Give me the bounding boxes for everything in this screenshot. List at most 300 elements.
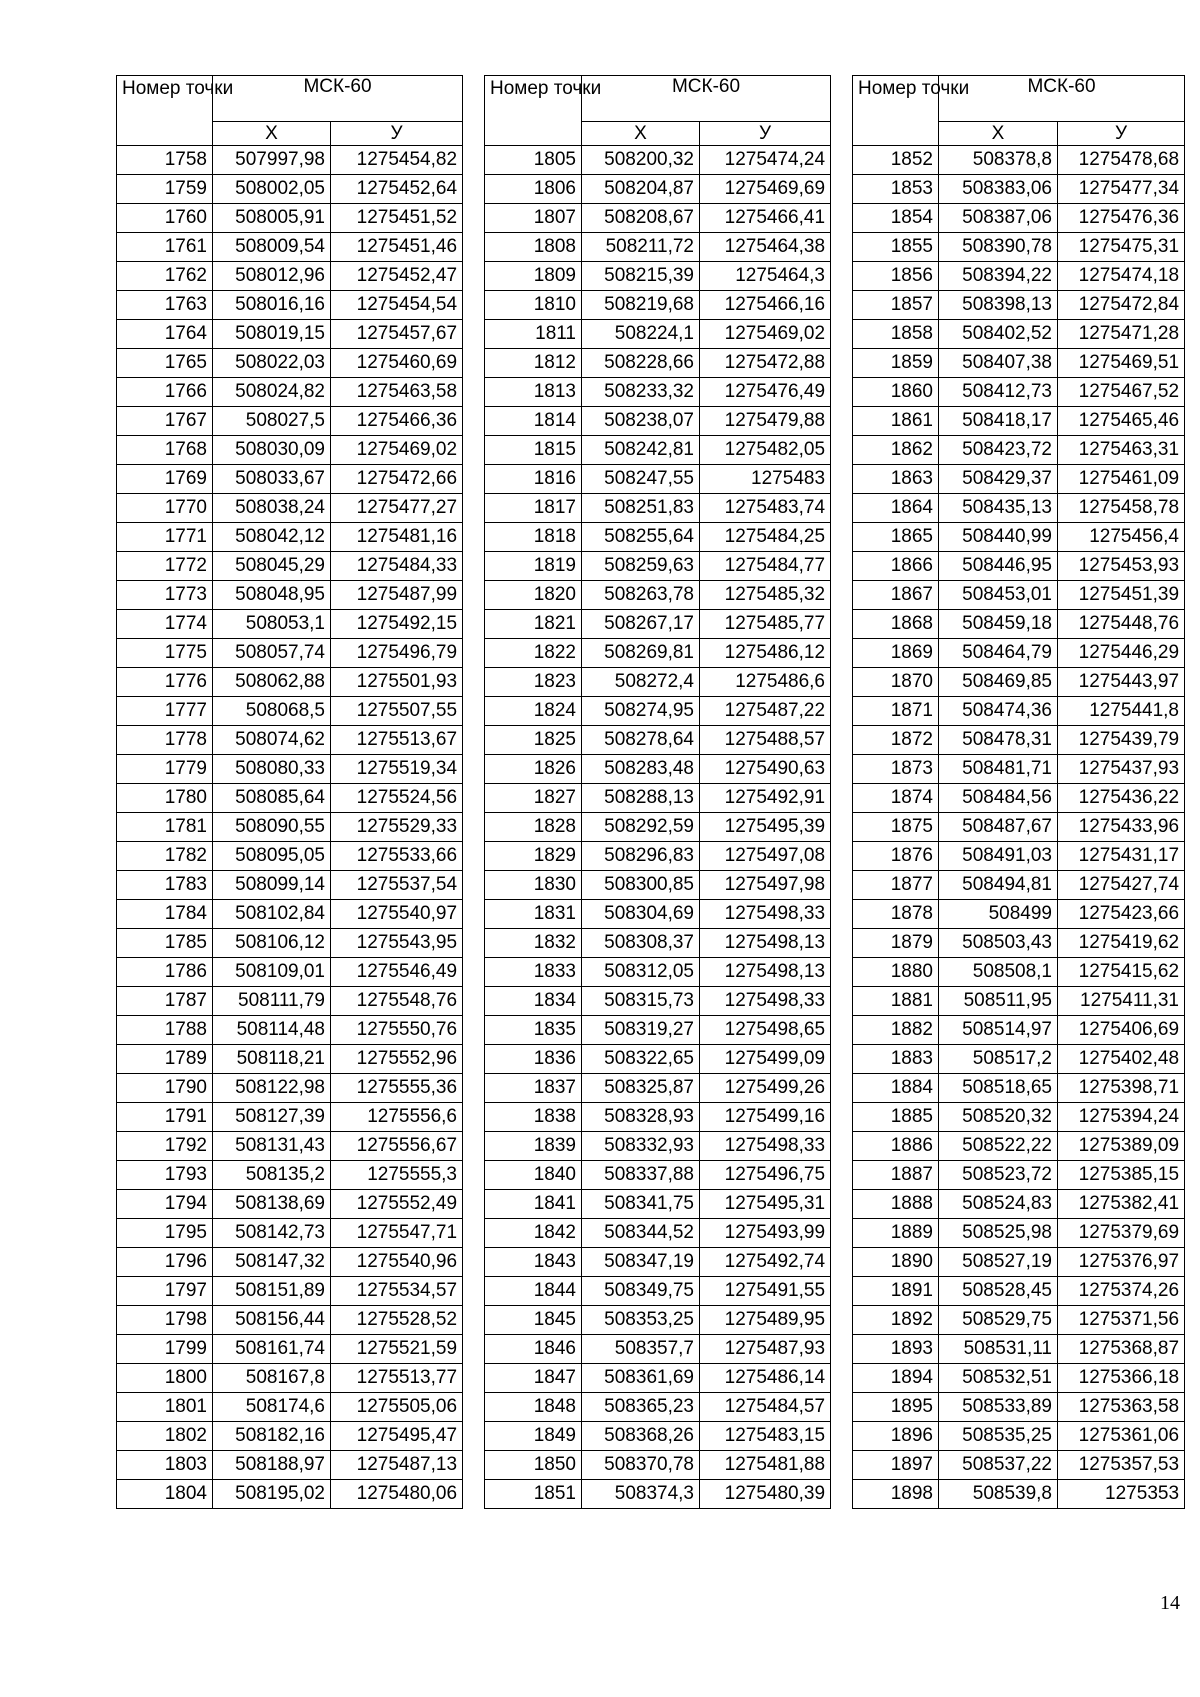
x-coordinate-cell: 508370,78 — [582, 1451, 700, 1480]
y-coordinate-cell: 1275437,93 — [1058, 755, 1185, 784]
x-coordinate-cell: 508304,69 — [582, 900, 700, 929]
point-number-cell: 1877 — [853, 871, 939, 900]
y-coordinate-cell: 1275483,15 — [700, 1422, 831, 1451]
point-number-cell: 1854 — [853, 204, 939, 233]
y-coordinate-cell: 1275451,39 — [1058, 581, 1185, 610]
point-number-cell: 1897 — [853, 1451, 939, 1480]
y-coordinate-cell: 1275466,16 — [700, 291, 831, 320]
point-number-cell: 1814 — [485, 407, 582, 436]
table-row — [853, 958, 1185, 987]
x-column-header: Х — [939, 122, 1058, 146]
point-number-cell: 1848 — [485, 1393, 582, 1422]
point-number-cell: 1803 — [117, 1451, 213, 1480]
point-number-cell: 1798 — [117, 1306, 213, 1335]
point-number-cell: 1799 — [117, 1335, 213, 1364]
table-row — [853, 378, 1185, 407]
point-number-cell: 1774 — [117, 610, 213, 639]
table-row — [117, 697, 463, 726]
y-coordinate-cell: 1275495,39 — [700, 813, 831, 842]
y-coordinate-cell: 1275452,47 — [331, 262, 463, 291]
y-coordinate-cell: 1275453,93 — [1058, 552, 1185, 581]
point-number-cell: 1865 — [853, 523, 939, 552]
x-coordinate-cell: 508368,26 — [582, 1422, 700, 1451]
x-coordinate-cell: 508524,83 — [939, 1190, 1058, 1219]
x-coordinate-cell: 508527,19 — [939, 1248, 1058, 1277]
y-coordinate-cell: 1275529,33 — [331, 813, 463, 842]
table-row — [853, 755, 1185, 784]
point-number-cell: 1870 — [853, 668, 939, 697]
point-number-cell: 1896 — [853, 1422, 939, 1451]
point-number-cell: 1812 — [485, 349, 582, 378]
x-coordinate-cell: 508528,45 — [939, 1277, 1058, 1306]
y-coordinate-cell: 1275533,66 — [331, 842, 463, 871]
x-coordinate-cell: 508440,99 — [939, 523, 1058, 552]
x-coordinate-cell: 508062,88 — [213, 668, 331, 697]
x-coordinate-cell: 508529,75 — [939, 1306, 1058, 1335]
table-row — [485, 639, 831, 668]
x-coordinate-cell: 508464,79 — [939, 639, 1058, 668]
table-row — [485, 1016, 831, 1045]
table-row — [853, 349, 1185, 378]
y-coordinate-cell: 1275478,68 — [1058, 146, 1185, 175]
table-row — [853, 1045, 1185, 1074]
x-coordinate-cell: 508453,01 — [939, 581, 1058, 610]
header-row — [853, 76, 1185, 122]
table-row — [485, 610, 831, 639]
table-row — [485, 987, 831, 1016]
point-number-cell: 1898 — [853, 1480, 939, 1509]
point-number-cell: 1794 — [117, 1190, 213, 1219]
point-number-cell: 1789 — [117, 1045, 213, 1074]
y-coordinate-cell: 1275443,97 — [1058, 668, 1185, 697]
x-coordinate-cell: 508118,21 — [213, 1045, 331, 1074]
point-number-cell: 1813 — [485, 378, 582, 407]
x-coordinate-cell: 508106,12 — [213, 929, 331, 958]
x-coordinate-cell: 508138,69 — [213, 1190, 331, 1219]
y-coordinate-cell: 1275540,97 — [331, 900, 463, 929]
point-number-cell: 1892 — [853, 1306, 939, 1335]
y-coordinate-cell: 1275537,54 — [331, 871, 463, 900]
point-number-cell: 1867 — [853, 581, 939, 610]
y-coordinate-cell: 1275448,76 — [1058, 610, 1185, 639]
point-number-cell: 1786 — [117, 958, 213, 987]
y-coordinate-cell: 1275490,63 — [700, 755, 831, 784]
table-row — [117, 813, 463, 842]
x-coordinate-cell: 508429,37 — [939, 465, 1058, 494]
point-number-cell: 1878 — [853, 900, 939, 929]
table-row — [117, 291, 463, 320]
table-row — [853, 1335, 1185, 1364]
y-coordinate-cell: 1275480,06 — [331, 1480, 463, 1509]
x-coordinate-cell: 508042,12 — [213, 523, 331, 552]
point-number-cell: 1795 — [117, 1219, 213, 1248]
y-coordinate-cell: 1275469,02 — [700, 320, 831, 349]
x-coordinate-cell: 508315,73 — [582, 987, 700, 1016]
table-row — [485, 465, 831, 494]
point-number-cell: 1760 — [117, 204, 213, 233]
x-coordinate-cell: 508469,85 — [939, 668, 1058, 697]
x-coordinate-cell: 508224,1 — [582, 320, 700, 349]
point-number-cell: 1809 — [485, 262, 582, 291]
point-number-cell: 1780 — [117, 784, 213, 813]
x-coordinate-cell: 508274,95 — [582, 697, 700, 726]
table-row — [117, 1480, 463, 1509]
point-number-cell: 1847 — [485, 1364, 582, 1393]
coordinates-table-2 — [484, 75, 831, 1509]
y-coordinate-cell: 1275394,24 — [1058, 1103, 1185, 1132]
y-coordinate-cell: 1275431,17 — [1058, 842, 1185, 871]
y-coordinate-cell: 1275382,41 — [1058, 1190, 1185, 1219]
point-number-cell: 1868 — [853, 610, 939, 639]
point-number-cell: 1797 — [117, 1277, 213, 1306]
y-coordinate-cell: 1275495,47 — [331, 1422, 463, 1451]
point-number-cell: 1872 — [853, 726, 939, 755]
y-coordinate-cell: 1275483 — [700, 465, 831, 494]
table-row — [117, 1248, 463, 1277]
point-number-cell: 1825 — [485, 726, 582, 755]
point-number-cell: 1840 — [485, 1161, 582, 1190]
x-coordinate-cell: 508539,8 — [939, 1480, 1058, 1509]
point-number-cell: 1784 — [117, 900, 213, 929]
y-coordinate-cell: 1275423,66 — [1058, 900, 1185, 929]
table-row — [485, 1161, 831, 1190]
x-coordinate-cell: 508357,7 — [582, 1335, 700, 1364]
x-coordinate-cell: 508269,81 — [582, 639, 700, 668]
table-row — [485, 842, 831, 871]
y-coordinate-cell: 1275466,41 — [700, 204, 831, 233]
y-coordinate-cell: 1275463,58 — [331, 378, 463, 407]
table-row — [485, 1306, 831, 1335]
table-row — [485, 1451, 831, 1480]
y-coordinate-cell: 1275498,13 — [700, 958, 831, 987]
point-number-cell: 1890 — [853, 1248, 939, 1277]
y-coordinate-cell: 1275419,62 — [1058, 929, 1185, 958]
x-coordinate-cell: 508278,64 — [582, 726, 700, 755]
y-coordinate-cell: 1275550,76 — [331, 1016, 463, 1045]
x-coordinate-cell: 508283,48 — [582, 755, 700, 784]
table-row — [853, 1277, 1185, 1306]
y-coordinate-cell: 1275499,09 — [700, 1045, 831, 1074]
point-number-cell: 1807 — [485, 204, 582, 233]
point-number-cell: 1820 — [485, 581, 582, 610]
table-row — [485, 436, 831, 465]
table-row — [117, 233, 463, 262]
table-row — [485, 494, 831, 523]
y-coordinate-cell: 1275484,77 — [700, 552, 831, 581]
point-number-cell: 1764 — [117, 320, 213, 349]
y-coordinate-cell: 1275469,02 — [331, 436, 463, 465]
table-row — [117, 523, 463, 552]
table-row — [853, 1480, 1185, 1509]
x-coordinate-cell: 508030,09 — [213, 436, 331, 465]
y-coordinate-cell: 1275353 — [1058, 1480, 1185, 1509]
table-row — [117, 929, 463, 958]
table-row — [485, 871, 831, 900]
y-coordinate-cell: 1275497,08 — [700, 842, 831, 871]
x-coordinate-cell: 508418,17 — [939, 407, 1058, 436]
x-coordinate-cell: 508481,71 — [939, 755, 1058, 784]
point-number-cell: 1830 — [485, 871, 582, 900]
x-coordinate-cell: 508325,87 — [582, 1074, 700, 1103]
point-number-cell: 1876 — [853, 842, 939, 871]
x-coordinate-cell: 508423,72 — [939, 436, 1058, 465]
x-coordinate-cell: 508383,06 — [939, 175, 1058, 204]
y-coordinate-cell: 1275457,67 — [331, 320, 463, 349]
x-coordinate-cell: 508487,67 — [939, 813, 1058, 842]
table-row — [485, 204, 831, 233]
y-column-header: У — [1058, 122, 1185, 146]
x-coordinate-cell: 508446,95 — [939, 552, 1058, 581]
point-number-cell: 1804 — [117, 1480, 213, 1509]
x-coordinate-cell: 508518,65 — [939, 1074, 1058, 1103]
x-coordinate-cell: 508514,97 — [939, 1016, 1058, 1045]
point-number-cell: 1811 — [485, 320, 582, 349]
y-coordinate-cell: 1275461,09 — [1058, 465, 1185, 494]
table-row — [485, 175, 831, 204]
point-number-cell: 1763 — [117, 291, 213, 320]
table-row — [485, 1074, 831, 1103]
x-coordinate-cell: 508412,73 — [939, 378, 1058, 407]
x-coordinate-cell: 508322,65 — [582, 1045, 700, 1074]
x-coordinate-cell: 508308,37 — [582, 929, 700, 958]
point-number-cell: 1895 — [853, 1393, 939, 1422]
point-number-cell: 1793 — [117, 1161, 213, 1190]
point-number-cell: 1857 — [853, 291, 939, 320]
y-coordinate-cell: 1275482,05 — [700, 436, 831, 465]
point-number-cell: 1762 — [117, 262, 213, 291]
y-coordinate-cell: 1275481,88 — [700, 1451, 831, 1480]
table-row — [485, 1422, 831, 1451]
x-coordinate-cell: 508398,13 — [939, 291, 1058, 320]
x-coordinate-cell: 508499 — [939, 900, 1058, 929]
x-coordinate-cell: 508022,03 — [213, 349, 331, 378]
table-row — [117, 494, 463, 523]
point-number-cell: 1834 — [485, 987, 582, 1016]
x-coordinate-cell: 508211,72 — [582, 233, 700, 262]
table-row — [117, 262, 463, 291]
y-coordinate-cell: 1275485,32 — [700, 581, 831, 610]
point-number-cell: 1894 — [853, 1364, 939, 1393]
table-row — [117, 668, 463, 697]
table-row — [853, 262, 1185, 291]
table-row — [117, 1335, 463, 1364]
point-number-cell: 1831 — [485, 900, 582, 929]
y-coordinate-cell: 1275475,31 — [1058, 233, 1185, 262]
x-coordinate-cell: 508111,79 — [213, 987, 331, 1016]
point-number-cell: 1792 — [117, 1132, 213, 1161]
table-row — [117, 378, 463, 407]
y-coordinate-cell: 1275513,77 — [331, 1364, 463, 1393]
point-number-cell: 1796 — [117, 1248, 213, 1277]
x-coordinate-cell: 508508,1 — [939, 958, 1058, 987]
table-row — [485, 1364, 831, 1393]
point-number-cell: 1778 — [117, 726, 213, 755]
coordinate-system-header: МСК-60 — [582, 76, 831, 122]
point-number-cell: 1864 — [853, 494, 939, 523]
point-number-cell: 1783 — [117, 871, 213, 900]
x-coordinate-cell: 508002,05 — [213, 175, 331, 204]
x-coordinate-cell: 508347,19 — [582, 1248, 700, 1277]
y-coordinate-cell: 1275474,18 — [1058, 262, 1185, 291]
x-coordinate-cell: 508537,22 — [939, 1451, 1058, 1480]
point-number-cell: 1800 — [117, 1364, 213, 1393]
point-number-cell: 1824 — [485, 697, 582, 726]
x-coordinate-cell: 508045,29 — [213, 552, 331, 581]
point-number-cell: 1888 — [853, 1190, 939, 1219]
y-coordinate-cell: 1275477,34 — [1058, 175, 1185, 204]
point-number-cell: 1841 — [485, 1190, 582, 1219]
x-coordinate-cell: 508511,95 — [939, 987, 1058, 1016]
table-row — [485, 1393, 831, 1422]
y-coordinate-cell: 1275376,97 — [1058, 1248, 1185, 1277]
x-coordinate-cell: 508494,81 — [939, 871, 1058, 900]
x-coordinate-cell: 508267,17 — [582, 610, 700, 639]
y-coordinate-cell: 1275543,95 — [331, 929, 463, 958]
y-coordinate-cell: 1275464,38 — [700, 233, 831, 262]
y-coordinate-cell: 1275467,52 — [1058, 378, 1185, 407]
table-row — [853, 900, 1185, 929]
table-row — [853, 523, 1185, 552]
x-coordinate-cell: 508522,22 — [939, 1132, 1058, 1161]
point-number-cell: 1860 — [853, 378, 939, 407]
y-coordinate-cell: 1275446,29 — [1058, 639, 1185, 668]
table-row — [485, 1103, 831, 1132]
table-row — [117, 784, 463, 813]
table-row — [485, 755, 831, 784]
y-coordinate-cell: 1275552,96 — [331, 1045, 463, 1074]
x-coordinate-cell: 508259,63 — [582, 552, 700, 581]
x-coordinate-cell: 508147,32 — [213, 1248, 331, 1277]
table-row — [853, 552, 1185, 581]
x-coordinate-cell: 508353,25 — [582, 1306, 700, 1335]
point-number-cell: 1806 — [485, 175, 582, 204]
point-number-header: Номер точки — [117, 76, 213, 146]
header-row — [117, 76, 463, 122]
point-number-cell: 1882 — [853, 1016, 939, 1045]
table-row — [485, 146, 831, 175]
y-coordinate-cell: 1275398,71 — [1058, 1074, 1185, 1103]
x-coordinate-cell: 508167,8 — [213, 1364, 331, 1393]
x-coordinate-cell: 508228,66 — [582, 349, 700, 378]
y-coordinate-cell: 1275472,88 — [700, 349, 831, 378]
x-coordinate-cell: 508242,81 — [582, 436, 700, 465]
x-coordinate-cell: 508491,03 — [939, 842, 1058, 871]
header-row — [485, 76, 831, 122]
y-column-header: У — [331, 122, 463, 146]
y-coordinate-cell: 1275439,79 — [1058, 726, 1185, 755]
y-coordinate-cell: 1275368,87 — [1058, 1335, 1185, 1364]
point-number-cell: 1770 — [117, 494, 213, 523]
point-number-cell: 1875 — [853, 813, 939, 842]
table-row — [485, 407, 831, 436]
point-number-cell: 1781 — [117, 813, 213, 842]
table-row — [853, 1219, 1185, 1248]
table-row — [117, 1219, 463, 1248]
x-coordinate-cell: 508332,93 — [582, 1132, 700, 1161]
point-number-cell: 1871 — [853, 697, 939, 726]
point-number-cell: 1845 — [485, 1306, 582, 1335]
y-coordinate-cell: 1275546,49 — [331, 958, 463, 987]
x-coordinate-cell: 508288,13 — [582, 784, 700, 813]
y-coordinate-cell: 1275463,31 — [1058, 436, 1185, 465]
table-row — [485, 929, 831, 958]
y-coordinate-cell: 1275454,54 — [331, 291, 463, 320]
x-coordinate-cell: 508525,98 — [939, 1219, 1058, 1248]
point-number-cell: 1758 — [117, 146, 213, 175]
y-coordinate-cell: 1275451,52 — [331, 204, 463, 233]
table-row — [853, 1016, 1185, 1045]
y-coordinate-cell: 1275486,12 — [700, 639, 831, 668]
table-row — [485, 668, 831, 697]
y-coordinate-cell: 1275519,34 — [331, 755, 463, 784]
x-coordinate-cell: 508535,25 — [939, 1422, 1058, 1451]
point-number-cell: 1771 — [117, 523, 213, 552]
y-coordinate-cell: 1275469,69 — [700, 175, 831, 204]
table-row — [853, 1190, 1185, 1219]
point-number-header: Номер точки — [853, 76, 939, 146]
table-row — [117, 1016, 463, 1045]
y-coordinate-cell: 1275436,22 — [1058, 784, 1185, 813]
x-coordinate-cell: 508247,55 — [582, 465, 700, 494]
point-number-cell: 1838 — [485, 1103, 582, 1132]
point-number-cell: 1851 — [485, 1480, 582, 1509]
table-row — [485, 1219, 831, 1248]
y-coordinate-cell: 1275496,75 — [700, 1161, 831, 1190]
point-number-header: Номер точки — [485, 76, 582, 146]
x-coordinate-cell: 508074,62 — [213, 726, 331, 755]
point-number-cell: 1826 — [485, 755, 582, 784]
x-coordinate-cell: 508048,95 — [213, 581, 331, 610]
point-number-cell: 1880 — [853, 958, 939, 987]
x-coordinate-cell: 508233,32 — [582, 378, 700, 407]
point-number-cell: 1856 — [853, 262, 939, 291]
x-coordinate-cell: 508016,16 — [213, 291, 331, 320]
point-number-cell: 1773 — [117, 581, 213, 610]
point-number-cell: 1816 — [485, 465, 582, 494]
table-row — [853, 1074, 1185, 1103]
y-coordinate-cell: 1275521,59 — [331, 1335, 463, 1364]
x-coordinate-cell: 508328,93 — [582, 1103, 700, 1132]
point-number-cell: 1808 — [485, 233, 582, 262]
point-number-cell: 1818 — [485, 523, 582, 552]
y-coordinate-cell: 1275486,6 — [700, 668, 831, 697]
y-coordinate-cell: 1275427,74 — [1058, 871, 1185, 900]
y-coordinate-cell: 1275451,46 — [331, 233, 463, 262]
y-coordinate-cell: 1275357,53 — [1058, 1451, 1185, 1480]
table-row — [485, 320, 831, 349]
point-number-cell: 1887 — [853, 1161, 939, 1190]
y-coordinate-cell: 1275487,22 — [700, 697, 831, 726]
point-number-cell: 1785 — [117, 929, 213, 958]
table-row — [485, 697, 831, 726]
y-coordinate-cell: 1275552,49 — [331, 1190, 463, 1219]
y-coordinate-cell: 1275476,36 — [1058, 204, 1185, 233]
table-row — [117, 987, 463, 1016]
table-row — [117, 1393, 463, 1422]
y-coordinate-cell: 1275411,31 — [1058, 987, 1185, 1016]
x-coordinate-cell: 508204,87 — [582, 175, 700, 204]
x-column-header: Х — [582, 122, 700, 146]
coordinate-system-header: МСК-60 — [939, 76, 1185, 122]
x-coordinate-cell: 508484,56 — [939, 784, 1058, 813]
y-coordinate-cell: 1275415,62 — [1058, 958, 1185, 987]
x-coordinate-cell: 508215,39 — [582, 262, 700, 291]
point-number-cell: 1862 — [853, 436, 939, 465]
point-number-cell: 1886 — [853, 1132, 939, 1161]
x-coordinate-cell: 508361,69 — [582, 1364, 700, 1393]
table-row — [853, 1248, 1185, 1277]
x-coordinate-cell: 508478,31 — [939, 726, 1058, 755]
